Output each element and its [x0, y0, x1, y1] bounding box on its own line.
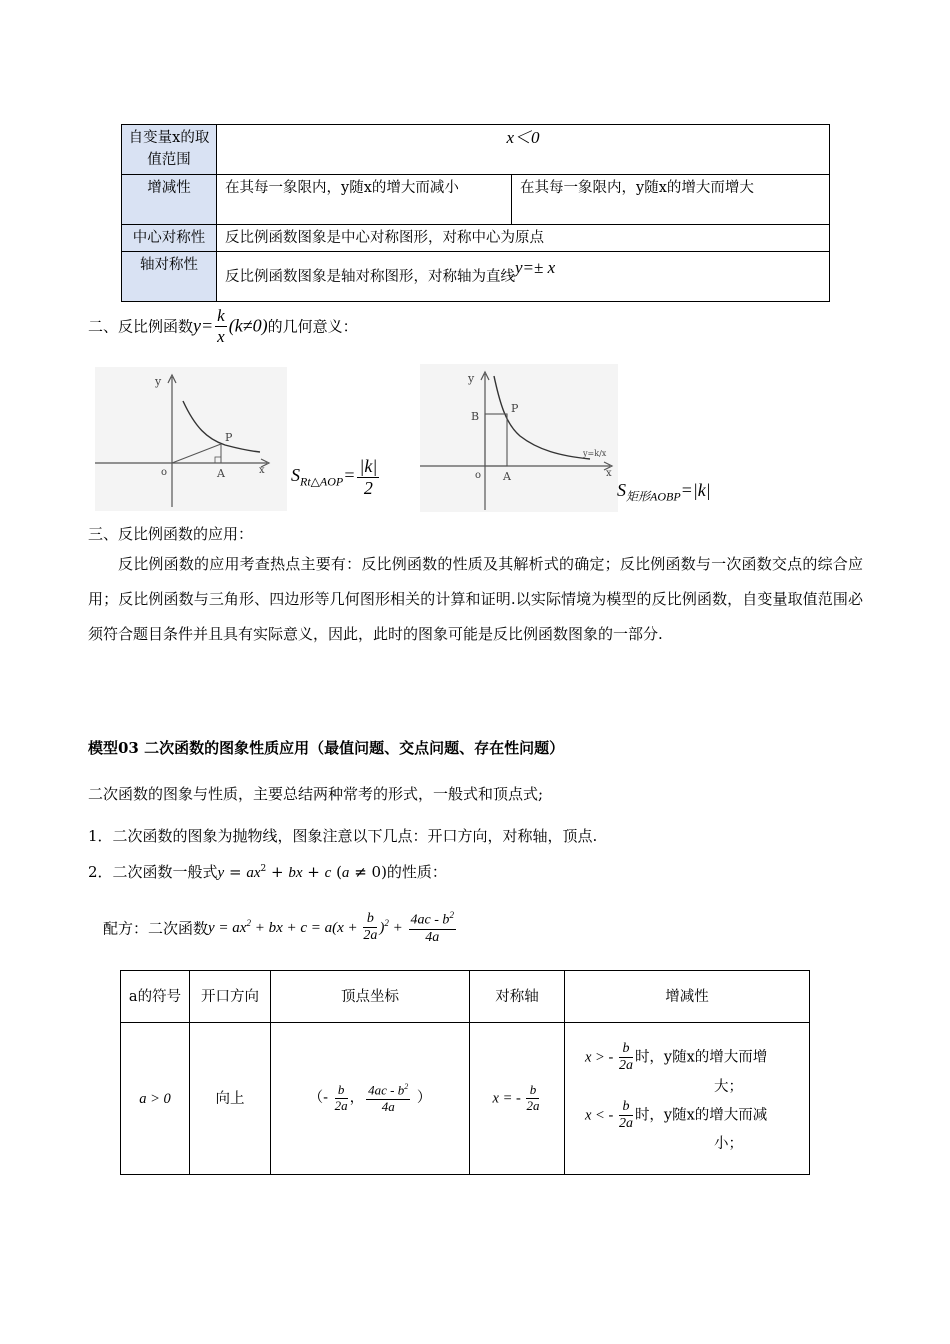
model-3-item-2: 2．二次函数一般式$y = ax^2$ + bx + c (a ≠ 0)的性质： [88, 863, 447, 881]
fig2-B-label: B [471, 410, 480, 423]
quadratic-properties-table [120, 970, 810, 1175]
fig2-x-label: x [606, 468, 612, 479]
cell-axis: x = - $\frac{b}{2a}$ [470, 1023, 565, 1175]
axis-symmetry-cell: 反比例函数图象是轴对称图形，对称轴为直线y=± x [217, 252, 830, 302]
header-monotonic: 增减性 [565, 971, 810, 1023]
figure-2-area-formula: $S_{矩形AOBP}=|k|$ [617, 480, 711, 504]
cell-monotonic: x > - $\frac{b}{2a}$ 时，y随x的增大而增 大； x < - $\frac{b}{2a}$ 时，y随x的增大而减 小； [565, 1023, 810, 1175]
model-3-title: 模型03 二次函数的图象性质应用（最值问题、交点问题、存在性问题） [88, 739, 565, 757]
fig1-A-label: A [217, 467, 225, 480]
peifang-line: 配方：二次函数$y = ax^2$ + bx + c = a(x + $\frac{b}{2a}$ )$^2$ + $\frac{4ac - b^2}{4a}$ [103, 910, 454, 945]
header-axis: 对称轴 [470, 971, 565, 1023]
header-direction: 开口方向 [190, 971, 271, 1023]
figure-1-graph [95, 367, 287, 511]
inverse-function-properties-table [121, 124, 830, 302]
cell-vertex: （- $\frac{b}{2a}$ ， $\frac{4ac - b^2}{4a}$ ） [271, 1023, 470, 1175]
range-cell: x＜0 [217, 125, 830, 175]
central-symmetry-header: 中心对称性 [122, 225, 217, 252]
section-3-title: 三、反比例函数的应用： [88, 525, 254, 543]
monotonic-left-cell: 在其每一象限内，y随x的增大而减小 [217, 175, 512, 225]
fig2-P-label: P [511, 402, 519, 415]
header-sign: a的符号 [121, 971, 190, 1023]
fig1-P-label: P [225, 431, 233, 444]
cell-sign: a > 0 [121, 1023, 190, 1175]
monotonic-right-cell: 在其每一象限内，y随x的增大而增大 [512, 175, 830, 225]
figure-1-area-formula: $S_{Rt\triangle AOP}=$ $\frac{|k|}{2}$ [291, 456, 378, 498]
axis-symmetry-header: 轴对称性 [122, 252, 217, 302]
model-3-intro: 二次函数的图象与性质，主要总结两种常考的形式，一般式和顶点式; [88, 785, 544, 803]
header-vertex: 顶点坐标 [271, 971, 470, 1023]
fig2-o-label: o [475, 470, 482, 481]
fig2-y-label: y [468, 372, 475, 385]
cell-direction: 向上 [190, 1023, 271, 1175]
fig1-o-label: o [161, 467, 168, 478]
fig2-func-label: y=k/x [583, 449, 607, 458]
figure-2-graph [420, 364, 618, 512]
monotonic-header: 增减性 [122, 175, 217, 225]
fig1-y-label: y [155, 375, 162, 388]
fig2-A-label: A [503, 470, 511, 483]
fig1-x-label: x [259, 465, 265, 476]
section-3-paragraph: 反比例函数的应用考查热点主要有：反比例函数的性质及其解析式的确定；反比例函数与一次函数交点的综合应用；反比例函数与三角形、四边形等几何图形相关的计算和证明.以实际情境为模型的反比例函数，自变量取值范围必须符合题目条件并且具有实际意义，因此，此时的图象可能是反比例函数图象的一部分. [88, 555, 863, 643]
model-3-item-1: 1．二次函数的图象为抛物线，图象注意以下几点：开口方向，对称轴，顶点. [88, 827, 598, 845]
central-symmetry-cell: 反比例函数图象是中心对称图形，对称中心为原点 [217, 225, 830, 252]
section-2-title: 二、反比例函数y= $\frac{k}{x}$ (k≠0)的几何意义： [88, 306, 358, 346]
range-header: 自变量x的取值范围 [122, 125, 217, 175]
